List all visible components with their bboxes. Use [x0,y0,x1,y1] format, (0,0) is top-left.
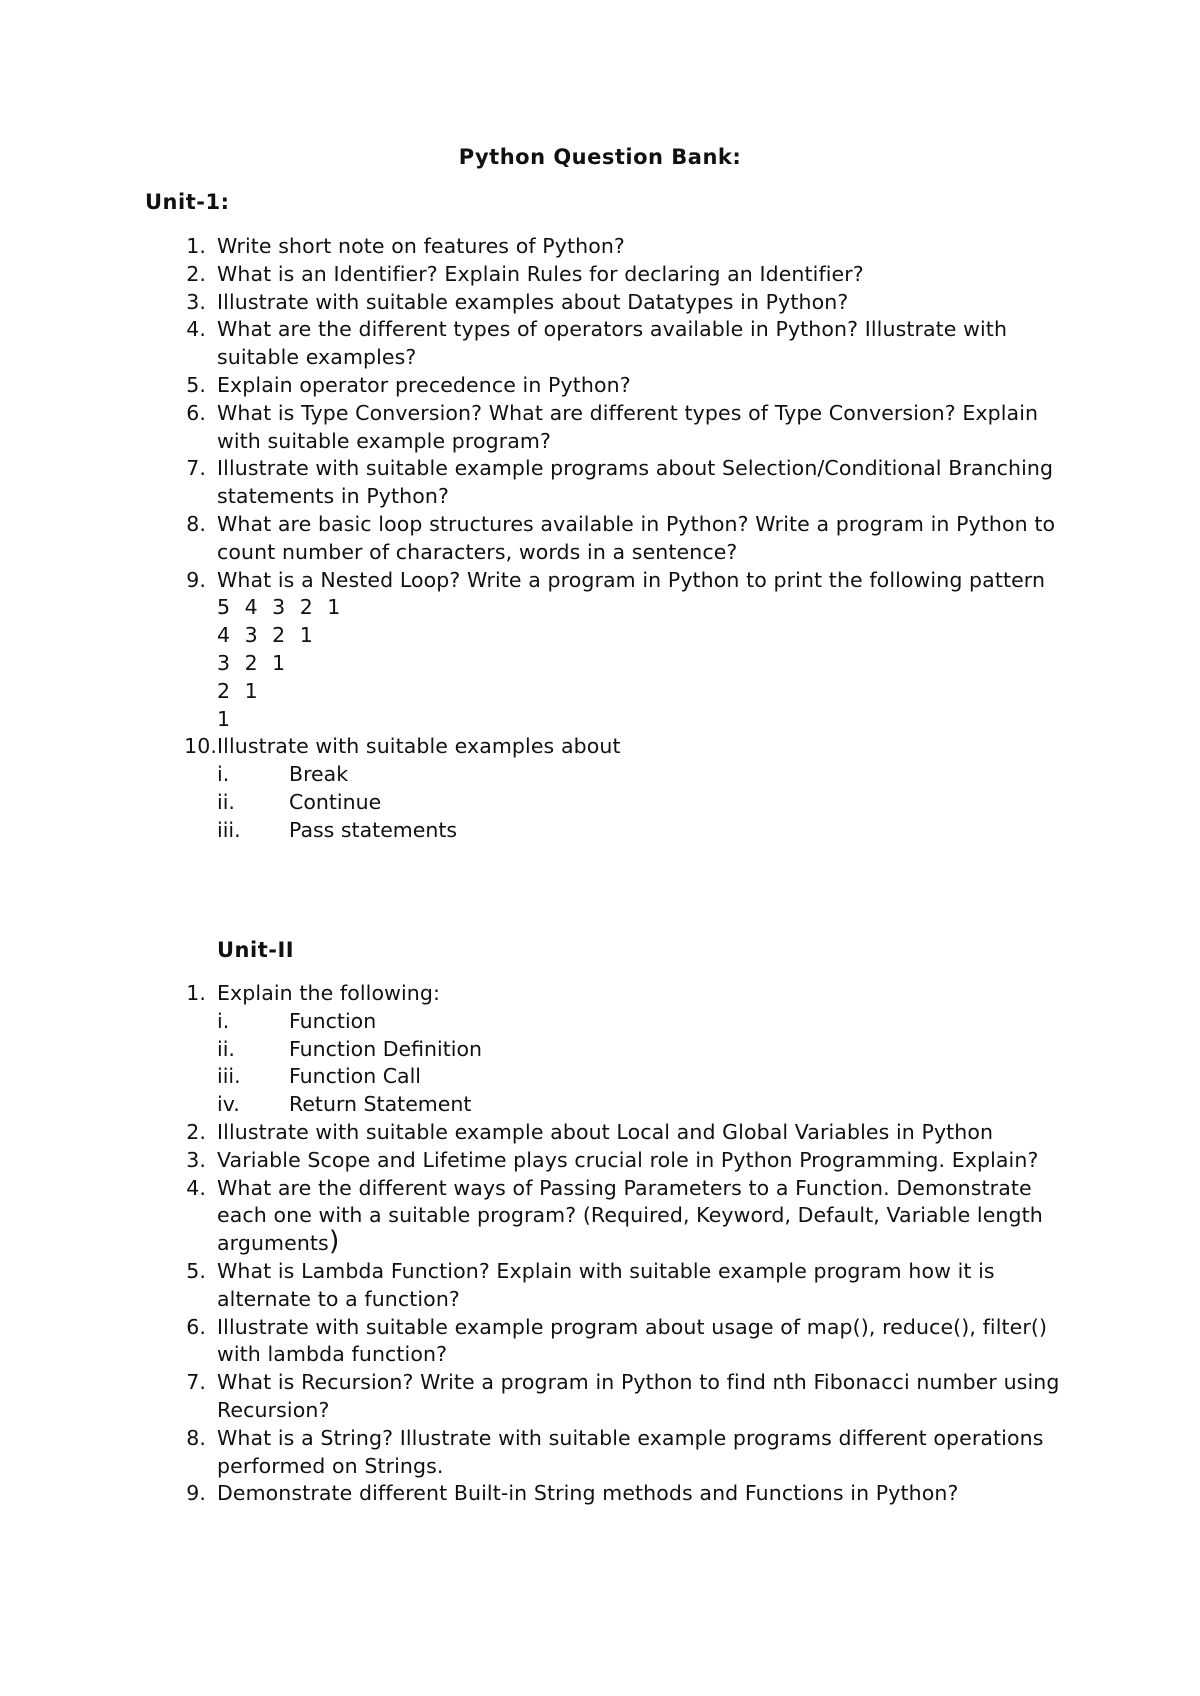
question-text: Write short note on features of Python? [217,234,625,258]
question-text: Demonstrate different Built-in String methods and Functions in Python? [217,1481,959,1506]
sub-item-text: Return Statement [289,1092,472,1117]
sub-item [0,789,1200,817]
question-number: 7. [186,1370,206,1395]
question-number: 1. [186,981,206,1005]
question-item [0,1175,1062,1258]
question-text: What is Lambda Function? Explain with suitable example program how it is alternate to a function? [217,1258,995,1311]
sub-item-text: Function Call [289,1064,421,1089]
closing-parenthesis: ) [328,1226,340,1258]
sub-item-numeral: iii. [217,1064,241,1089]
question-item [0,372,1062,400]
sub-item-numeral: iii. [217,817,241,842]
question-item [0,261,1062,289]
unit1-heading: Unit-1: [145,190,230,214]
question-text: Illustrate with suitable example programs about Selection/Conditional Branching statements in Python? [217,456,1054,509]
sub-item [0,1063,1200,1091]
sub-item-numeral: i. [217,1008,230,1033]
question-number: 3. [186,289,206,314]
question-text: What is an Identifier? Explain Rules for declaring an Identifier? [217,261,864,286]
question-number: 3. [186,1147,206,1172]
question-item [0,1147,1062,1175]
sub-item-numeral: i. [217,762,230,787]
question-item [0,400,1062,456]
question-number: 9. [186,1481,206,1506]
sub-item [0,1008,1200,1036]
question-text: What are the different ways of Passing Parameters to a Function. Demonstrate each one with a suitable program? (Required, Keyword, Default, Variable length arguments [217,1175,1043,1256]
page-title: Python Question Bank: [458,145,742,169]
question-text: What is Recursion? Write a program in Python to find nth Fibonacci number using Recursion? [217,1370,1060,1422]
pattern-line: 4 3 2 1 [217,623,314,648]
question-number: 4. [186,1175,206,1200]
sub-item-text: Continue [289,789,382,814]
question-number: 6. [186,400,206,425]
sub-item-text: Function [289,1008,377,1033]
question-item [0,1425,1062,1481]
question-number: 10. [184,734,217,759]
question-item [0,1369,1062,1425]
question-number: 2. [186,1119,206,1144]
sub-item [0,761,1200,789]
question-number: 8. [186,1425,206,1450]
sub-item-numeral: ii. [217,1036,235,1061]
question-number: 7. [186,456,206,481]
question-item [0,511,1062,567]
question-text: What are basic loop structures available in Python? Write a program in Python to count number of characters, words in a sentence? [217,511,1056,564]
question-number: 2. [186,261,206,286]
question-item [0,733,1062,761]
question-number: 1. [186,234,206,258]
question-text: Illustrate with suitable examples about Datatypes in Python? [217,289,849,314]
unit2-question-list [0,980,1200,1508]
question-item [0,980,1062,1008]
question-text: What is a Nested Loop? Write a program in Python to print the following pattern [217,567,1046,592]
question-text: Variable Scope and Lifetime plays crucial role in Python Programming. Explain? [217,1147,1039,1172]
pattern-line: 5 4 3 2 1 [217,595,341,620]
question-text: Explain the following: [217,981,440,1005]
question-item [0,455,1062,511]
question-item [0,289,1062,317]
sub-item-text: Function Definition [289,1036,482,1061]
question-item [0,1258,1062,1314]
sub-item-text: Break [289,762,349,787]
sub-item [0,1091,1200,1119]
question-text: Explain operator precedence in Python? [217,372,631,397]
question-number: 8. [186,511,206,536]
question-number: 9. [186,567,206,592]
question-text: What is a String? Illustrate with suitable example programs different operations performed on Strings. [217,1425,1044,1478]
question-number: 6. [186,1314,206,1339]
question-text: Illustrate with suitable examples about [217,734,621,759]
question-item [0,1119,1062,1147]
question-text: What is Type Conversion? What are different types of Type Conversion? Explain with suitable example program? [217,400,1039,453]
question-item [0,1314,1062,1370]
question-text: Illustrate with suitable example program about usage of map(), reduce(), filter() with lambda function? [217,1314,1048,1367]
question-item [0,233,1062,261]
question-text: What are the different types of operators available in Python? Illustrate with suitable examples? [217,317,1008,370]
question-number: 5. [186,372,206,397]
sub-item [0,1036,1200,1064]
sub-item-text: Pass statements [289,817,458,842]
question-item [0,316,1062,372]
question-number: 5. [186,1258,206,1283]
sub-item-numeral: iv. [217,1092,240,1117]
pattern-line: 1 [217,706,231,731]
question-number: 4. [186,317,206,342]
pattern-line: 2 1 [217,678,259,703]
sub-item-numeral: ii. [217,789,235,814]
unit2-heading: Unit-II [217,938,295,962]
number-pattern [0,594,1200,733]
question-item [0,567,1062,595]
pattern-line: 3 2 1 [217,650,286,675]
question-item [0,1480,1062,1508]
question-text: Illustrate with suitable example about Local and Global Variables in Python [217,1119,994,1144]
unit1-question-list [0,233,1200,845]
sub-item [0,817,1200,845]
